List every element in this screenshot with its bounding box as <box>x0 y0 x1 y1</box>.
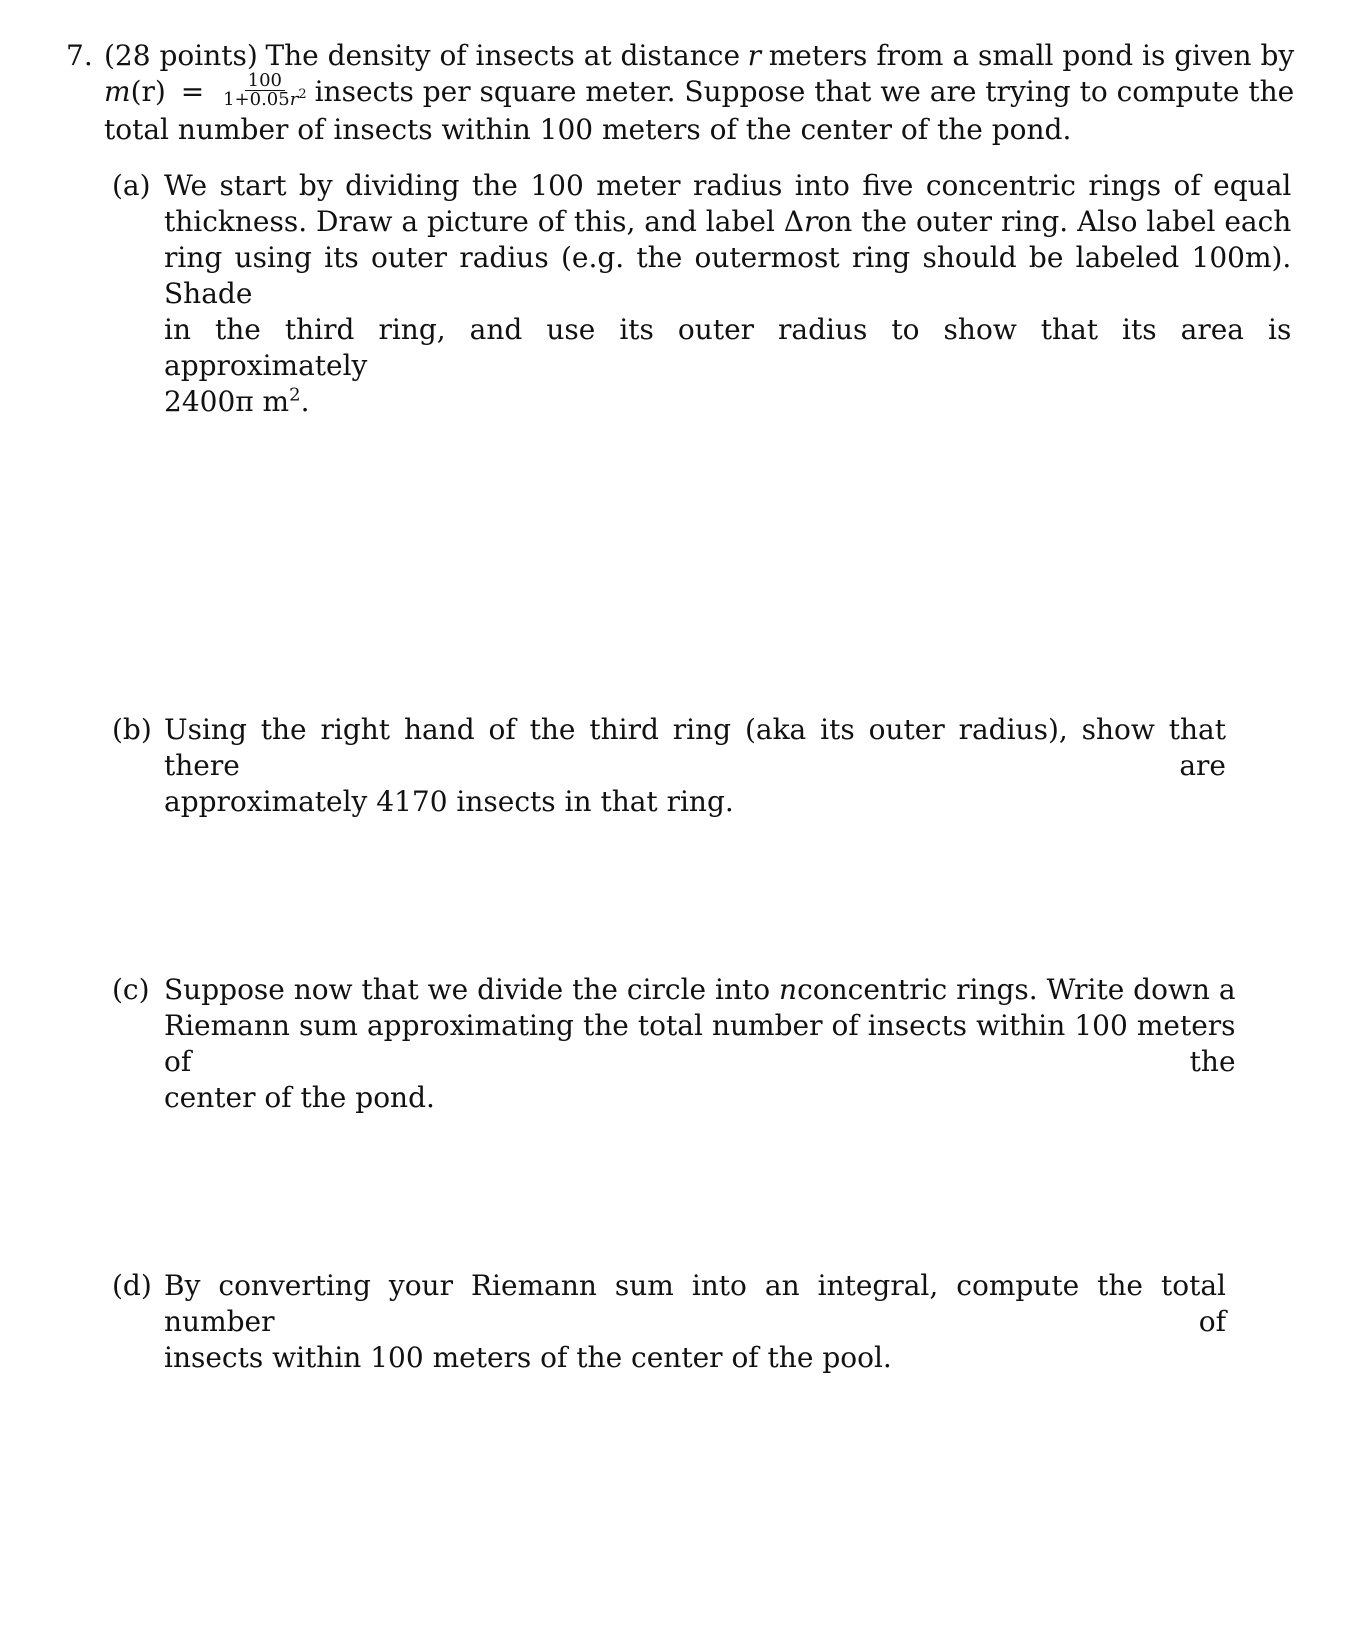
part-b-text: Using the right hand of the third ring (aka its outer radius), show that there are approximately 4170 insects in that ring. <box>164 713 1226 818</box>
problem-line-2: m(r) = $\frac{100}{1+0.05r^2}$ insects per square meter. Suppose that we are trying to compute the <box>104 70 1295 110</box>
problem-number: 7. <box>66 39 93 72</box>
part-d-label: (d) <box>112 1269 152 1302</box>
problem-7 <box>66 38 1295 148</box>
problem-line-3: total number of insects within 100 meters of the center of the pond. <box>104 113 1072 146</box>
part-d <box>112 1268 1226 1376</box>
density-fraction: $\frac{100}{1+0.05r^2}$ <box>223 70 307 110</box>
variable-r: r <box>747 39 762 72</box>
part-c <box>112 972 1236 1116</box>
density-formula: m(r) = $\frac{100}{1+0.05r^2}$ <box>104 70 307 110</box>
problem-statement <box>104 38 1294 148</box>
part-a <box>112 168 1292 420</box>
part-d-text: By converting your Riemann sum into an integral, compute the total number of insects within 100 meters of the center of the pool. <box>164 1269 1226 1374</box>
problem-line-1: (28 points) The density of insects at distance r meters from a small pond is given by <box>104 39 1295 72</box>
part-a-label: (a) <box>112 169 151 202</box>
part-b <box>112 712 1226 820</box>
part-b-label: (b) <box>112 713 152 746</box>
part-c-text: Suppose now that we divide the circle into n concentric rings. Write down a Riemann sum approximating the total number of insects within 100 meters of the center of the pond. <box>164 973 1236 1114</box>
part-a-text: We start by dividing the 100 meter radius into five concentric rings of equal thickness. Draw a picture of this, and label Δr on the outer ring. Also label each ring using its outer radius (e.g. the outermost ring should be labeled 100m). Shade in the third ring, and use its outer radius to show that its area is approximately 2400π $m^2$. <box>164 169 1292 418</box>
part-c-label: (c) <box>112 973 150 1006</box>
